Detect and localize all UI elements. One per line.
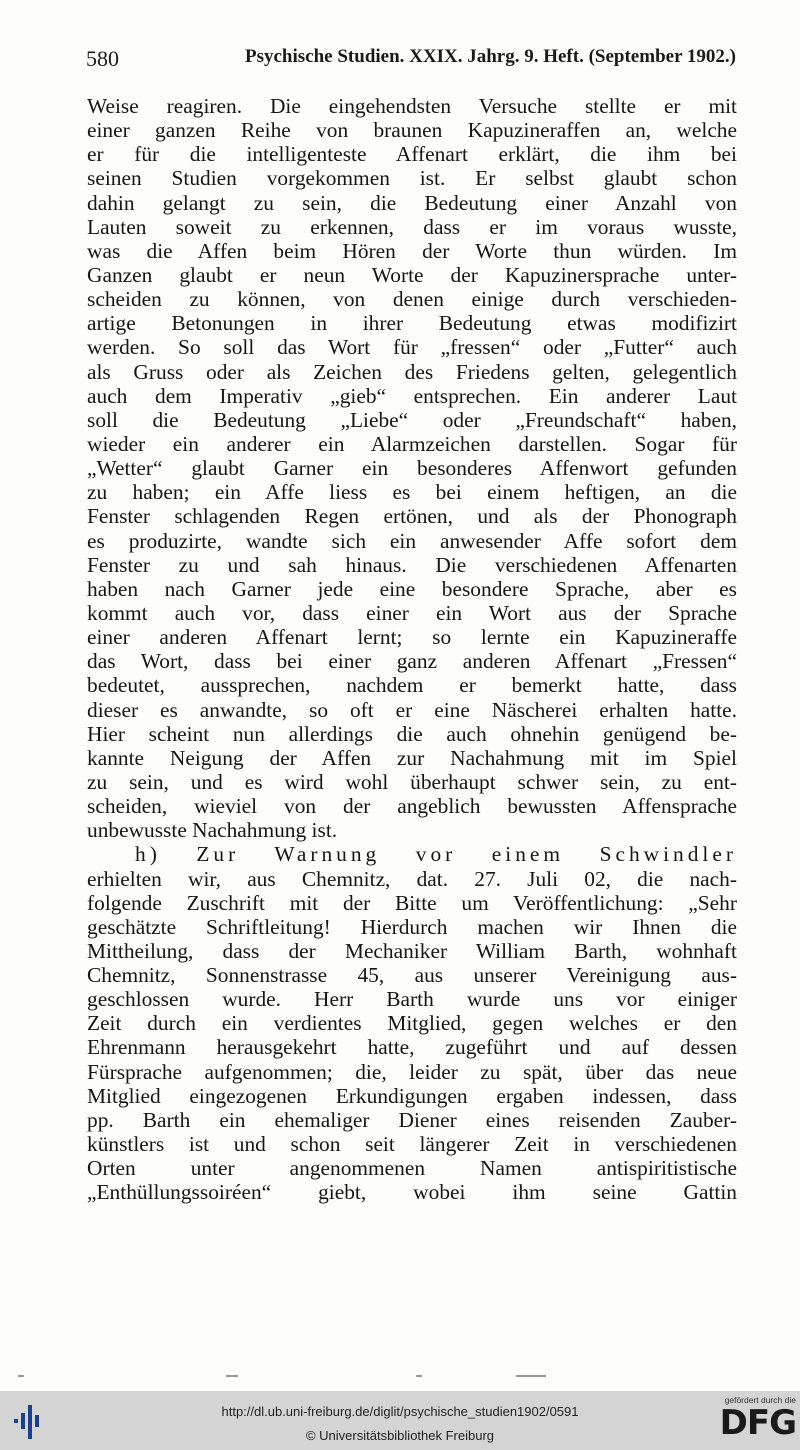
text-line: auch dem Imperativ „gieb“ entsprechen. Ein anderer Laut [87, 383, 737, 408]
text-line: bedeutet, aussprechen, nachdem er bemerkt hatte, dass [87, 673, 737, 698]
text-line: kommt auch vor, dass einer ein Wort aus der Sprache [87, 600, 737, 625]
funder-note: gefördert durch die [724, 1395, 796, 1405]
text-line: Hier scheint nun allerdings die auch ohnehin genügend be- [87, 721, 737, 746]
text-line: dahin gelangt zu sein, die Bedeutung einer Anzahl von [87, 190, 737, 215]
text-line: haben nach Garner jede eine besondere Sprache, aber es [87, 576, 737, 601]
text-line: Zeit durch ein verdientes Mitglied, gegen welches er den [87, 1011, 737, 1036]
text-line: geschätzte Schriftleitung! Hierdurch machen wir Ihnen die [87, 914, 737, 939]
running-title: Psychische Studien. XXIX. Jahrg. 9. Heft. (September 1902.) [245, 46, 736, 67]
copyright-notice: © Universitätsbibliothek Freiburg [305, 1428, 495, 1443]
text-line: er für die intelligenteste Affenart erklärt, die ihm bei [87, 142, 737, 167]
text-line: pp. Barth ein ehemaliger Diener eines reisenden Zauber- [87, 1107, 737, 1132]
text-line: „Wetter“ glaubt Garner ein besonderes Affenwort gefunden [87, 456, 737, 481]
library-logo-icon [14, 1401, 42, 1441]
text-line: Fenster schlagenden Regen ertönen, und als der Phonograph [87, 504, 737, 529]
text-line: als Gruss oder als Zeichen des Friedens gelten, gelegentlich [87, 359, 737, 384]
text-line: soll die Bedeutung „Liebe“ oder „Freundschaft“ haben, [87, 407, 737, 432]
text-line: dieser es anwandte, so oft er eine Näscherei erhalten hatte. [87, 697, 737, 722]
text-line: artige Betonungen in ihrer Bedeutung etwas modifizirt [87, 311, 737, 336]
text-line: das Wort, dass bei einer ganz anderen Affenart „Fressen“ [87, 649, 737, 674]
text-line: Mittheilung, dass der Mechaniker William Barth, wohnhaft [87, 938, 737, 963]
text-line: folgende Zuschrift mit der Bitte um Veröffentlichung: „Sehr [87, 890, 737, 915]
text-line: zu haben; ein Affe liess es bei einem heftigen, an die [87, 480, 737, 505]
permalink-url[interactable]: http://dl.ub.uni-freiburg.de/diglit/psychische_studien1902/0591 [221, 1404, 579, 1419]
text-line: Ganzen glaubt er neun Worte der Kapuzinersprache unter- [87, 262, 737, 287]
body-text [87, 94, 737, 1204]
text-line: Fürsprache aufgenommen; die, leider zu spät, über das neue [87, 1059, 737, 1084]
text-line: zu sein, und es wird wohl überhaupt schwer sein, zu ent- [87, 769, 737, 794]
dfg-logo-icon: DFG [719, 1403, 796, 1443]
text-line: einer anderen Affenart lernt; so lernte ein Kapuzineraffe [87, 625, 737, 650]
text-line: Weise reagiren. Die eingehendsten Versuche stellte er mit [87, 94, 737, 118]
text-line: werden. So soll das Wort für „fressen“ oder „Futter“ auch [87, 335, 737, 360]
page-number: 580 [86, 46, 119, 71]
text-line: Orten unter angenommenen Namen antispiritistische [87, 1156, 737, 1181]
text-line: Lauten soweit zu erkennen, dass er im voraus wusste, [87, 214, 737, 239]
funder-block [700, 1395, 796, 1447]
text-line: seinen Studien vorgekommen ist. Er selbst glaubt schon [87, 166, 737, 191]
text-line: was die Affen beim Hören der Worte thun würden. Im [87, 238, 737, 263]
paragraph-end-line: unbewusste Nachahmung ist. [87, 818, 338, 843]
text-line: Fenster zu und sah hinaus. Die verschiedenen Affenarten [87, 552, 737, 577]
text-line: scheiden, wieviel von der angeblich bewussten Affensprache [87, 794, 737, 819]
text-line: geschlossen wurde. Herr Barth wurde uns vor einiger [87, 987, 737, 1012]
text-line: einer ganzen Reihe von braunen Kapuzineraffen an, welche [87, 118, 737, 143]
viewer-footer [0, 1391, 800, 1450]
text-line: scheiden zu können, von denen einige durch verschieden- [87, 287, 737, 312]
text-line: kannte Neigung der Affen zur Nachahmung mit im Spiel [87, 745, 737, 770]
text-line: es produzirte, wandte sich ein anwesender Affe sofort dem [87, 528, 737, 553]
text-line: erhielten wir, aus Chemnitz, dat. 27. Juli 02, die nach- [87, 866, 737, 891]
text-line: Chemnitz, Sonnenstrasse 45, aus unserer Vereinigung aus- [87, 963, 737, 988]
text-line: künstlers ist und schon seit längerer Zeit in verschiedenen [87, 1132, 737, 1157]
text-line: „Enthüllungssoiréen“ giebt, wobei ihm seine Gattin [87, 1180, 737, 1205]
text-line: Mitglied eingezogenen Erkundigungen ergaben indessen, dass [87, 1083, 737, 1108]
running-head [86, 46, 736, 72]
scan-edge-marks [0, 1375, 800, 1379]
text-line: wieder ein anderer ein Alarmzeichen darstellen. Sogar für [87, 431, 737, 456]
section-heading-line: h) Zur Warnung vor einem Schwindler [135, 842, 737, 867]
text-line: Ehrenmann herausgekehrt hatte, zugeführt und auf dessen [87, 1035, 737, 1060]
